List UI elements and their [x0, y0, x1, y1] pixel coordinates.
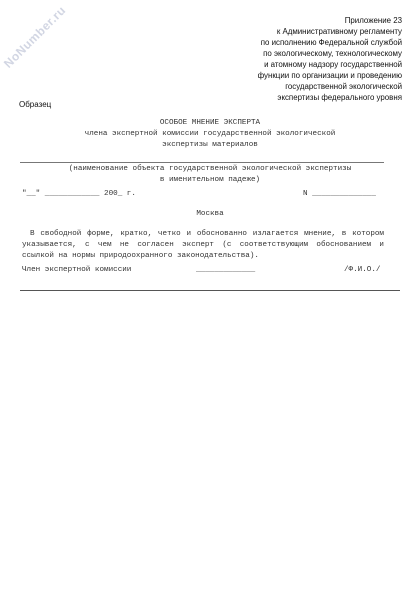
watermark: NoNumber.ru: [0, 3, 69, 71]
appendix-line: по исполнению Федеральной службой: [260, 38, 402, 47]
signature-label: Член экспертной комиссии: [22, 266, 132, 274]
city-label: Москва: [196, 210, 224, 218]
appendix-line: к Административному регламенту: [276, 27, 402, 36]
title-line: экспертизы материалов: [162, 141, 258, 149]
sample-label: Образец: [19, 100, 52, 109]
object-caption: [0, 164, 420, 186]
number-field: N ______________: [303, 190, 376, 198]
caption-line: в именительном падеже): [159, 176, 261, 184]
document-end-line: [20, 290, 400, 291]
caption-line: (наименование объекта государственной экологической экспертизы: [68, 165, 352, 173]
appendix-line: и атомному надзору государственной: [264, 60, 402, 69]
title-line: члена экспертной комиссии государственной экологической: [84, 130, 336, 138]
signature-fio: /Ф.И.О./: [344, 266, 381, 274]
appendix-line: экспертизы федерального уровня: [277, 93, 402, 102]
body-text: В свободной форме, кратко, четко и обоснованно излагается мнение, в котором указывается, с чем не согласен эксперт (с соответствующим обоснованием и ссылкой на нормы природоохранного законодательства).: [22, 230, 384, 260]
object-name-line: [20, 162, 384, 163]
appendix-line: государственной экологической: [285, 82, 402, 91]
appendix-line: функции по организации и проведению: [257, 71, 402, 80]
appendix-header: [172, 15, 402, 103]
appendix-line: Приложение 23: [344, 16, 402, 25]
signature-line: _____________: [196, 266, 256, 274]
date-field: "__" ____________ 200_ г.: [22, 190, 136, 198]
title-line: ОСОБОЕ МНЕНИЕ ЭКСПЕРТА: [159, 119, 261, 127]
appendix-line: по экологическому, технологическому: [263, 49, 402, 58]
document-title: [0, 118, 420, 151]
